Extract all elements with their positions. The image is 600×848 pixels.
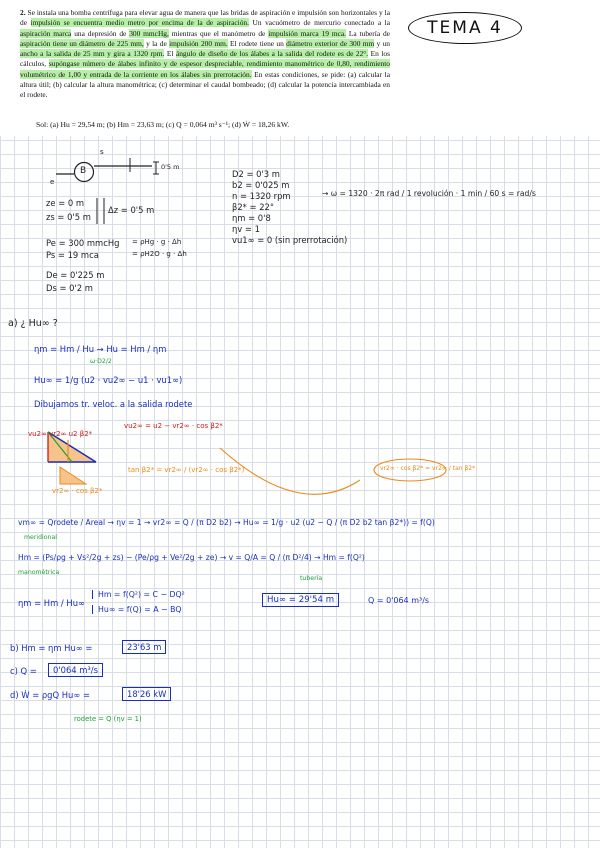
ze-value: ze = 0 m — [46, 198, 85, 208]
diagram-label-s: s — [100, 148, 104, 156]
b2-value: b2 = 0'025 m — [232, 180, 290, 190]
statement-text: En estas condiciones, se pide: (a) calcular la altura útil; (b) calcular la altura manométrica; (c) determinar el caudal bombeado; (d) calcular la potencia intercambiada en el rodete. — [20, 69, 390, 100]
statement-text: El rodete tiene un — [227, 38, 287, 48]
eq-flow: vm∞ = Qrodete / Areal → ηv = 1 → vr2∞ = Q / (π D2 b2) → Hu∞ = 1/g · u2 (u2 − Q / (π D2 b2 tan β2*)) = f(Q) — [18, 518, 435, 527]
statement-text: Se instala una bomba centrífuga para elevar agua de manera que las bridas de aspiración e impulsión son horizontales y la de — [20, 8, 390, 28]
ds-value: Ds = 0'2 m — [46, 283, 93, 293]
result-d: 18'26 kW — [122, 687, 171, 701]
cos-beta-label: vr2∞ · cos β2* — [52, 487, 103, 495]
draw-note: Dibujamos tr. veloc. a la salida rodete — [34, 399, 193, 409]
vu2-formula: vu2∞ = u2 − vr2∞ · cos β2* — [124, 422, 223, 430]
highlighted-text: impulsión marca 19 mca. — [268, 28, 347, 38]
eta-v-value: ηv = 1 — [232, 224, 260, 234]
eq-hm: Hm = (Ps/ρg + Vs²/2g + zs) − (Pe/ρg + Ve²/2g + ze) → v = Q/A = Q / (π D²/4) → Hm = f(Q²) — [18, 553, 365, 562]
highlighted-text: diámetro exterior de 300 mm — [286, 38, 375, 48]
ps-value: Ps = 19 mca — [46, 250, 99, 260]
note-meridional: meridional — [24, 534, 57, 541]
diagram-label-e: e — [50, 178, 55, 186]
diagram-label-b: B — [80, 166, 87, 176]
eta-m-value: ηm = 0'8 — [232, 213, 271, 223]
highlighted-text: ancho a la salida de 25 mm y gira a 1320 rpm. — [20, 49, 165, 59]
highlighted-text: aspiración tiene un diámetro de 225 mm, — [20, 38, 144, 48]
statement-text: mientras que el manómetro de — [168, 28, 269, 38]
note-tuberia: tubería — [300, 575, 323, 582]
part-c-label: c) Q = — [10, 666, 37, 676]
note-manometrica: manométrica — [18, 569, 60, 576]
omega-conversion: → ω = 1320 · 2π rad / 1 revolución · 1 min / 60 s = rad/s — [322, 189, 536, 198]
highlighted-text: impulsión se encuentra medio metro por encima de la de aspiración. — [30, 18, 249, 28]
eq-eta-m: ηm = Hm / Hu → Hu = Hm / ηm — [34, 344, 167, 354]
statement-text: y la de — [143, 38, 170, 48]
note-rodete: rodete = Q (ηv = 1) — [74, 715, 142, 723]
highlighted-text: aspiración marca — [20, 28, 72, 38]
system-eq-1: Hm = f(Q²) = C − DQ² — [92, 590, 185, 599]
result-hu: Hu∞ = 29'54 m — [262, 593, 339, 607]
de-value: De = 0'225 m — [46, 270, 105, 280]
result-c: 0'064 m³/s — [48, 663, 103, 677]
tema-label: TEMA 4 — [408, 12, 522, 44]
n-value: n = 1320 rpm — [232, 191, 291, 201]
statement-text: Un vacuómetro de mercurio conectado a la — [248, 18, 391, 28]
problem-number: 2. — [20, 8, 26, 17]
pe-conversion: = ρHg · g · Δh — [132, 238, 182, 246]
eq-system: ηm = Hm / Hu∞ — [18, 598, 85, 608]
highlighted-text: supóngase número de álabes infinito y de espesor despreciable, rendimiento manométrico de 0,80, rendimiento volumétrico de 1,00 y entrada de la corriente en los álabes sin prerrotación. — [20, 59, 390, 79]
result-b: 23'63 m — [122, 640, 166, 654]
result-q-side: Q = 0'064 m³/s — [368, 596, 430, 605]
diagram-height-label: 0'5 m — [161, 163, 180, 171]
statement-text: La tubería de — [346, 28, 390, 38]
euler-note: ω·D2/2 — [90, 358, 112, 365]
bubble-formula: vr2∞ · cos β2* = vr2∞ / tan β2* — [380, 465, 476, 472]
eq-euler: Hu∞ = 1/g (u2 · vu2∞ − u1 · vu1∞) — [34, 375, 183, 385]
zs-value: zs = 0'5 m — [46, 212, 91, 222]
statement-text: una depresión de — [71, 28, 130, 38]
solution-line: Sol: (a) Hu = 29,54 m; (b) Hm = 23,63 m; (c) Q = 0,064 m³ s⁻¹; (d) Ẇ = 18,26 kW. — [36, 120, 290, 129]
d2-value: D2 = 0'3 m — [232, 169, 280, 179]
statement-text: En los cálculos, — [20, 49, 391, 69]
beta2-value: β2* = 22° — [232, 202, 275, 212]
highlighted-text: ángulo de diseño de los álabes a la salida del rodete es de 22°. — [175, 49, 369, 59]
statement-text: El — [164, 49, 176, 59]
system-eq-2: Hu∞ = f(Q) = A − BQ — [92, 605, 182, 614]
triangle-labels: vu2∞ vr2∞ u2 β2* — [28, 430, 93, 438]
pe-value: Pe = 300 mmcHg — [46, 238, 120, 248]
part-b-label: b) Hm = ηm Hu∞ = — [10, 643, 93, 653]
ps-conversion: = ρH2O · g · Δh — [132, 250, 187, 258]
tan-beta-formula: tan β2* = vr2∞ / (vr2∞ · cos β2*) — [128, 466, 245, 474]
part-a-label: a) ¿ Hu∞ ? — [8, 318, 58, 329]
part-d-label: d) Ẇ = ρgQ Hu∞ = — [10, 690, 91, 700]
dz-value: Δz = 0'5 m — [108, 205, 155, 215]
vu1-value: vu1∞ = 0 (sin prerrotación) — [232, 235, 348, 245]
highlighted-text: impulsión 200 mm. — [169, 38, 228, 48]
statement-text: y un — [374, 38, 390, 48]
highlighted-text: 300 mmcHg, — [129, 28, 169, 38]
